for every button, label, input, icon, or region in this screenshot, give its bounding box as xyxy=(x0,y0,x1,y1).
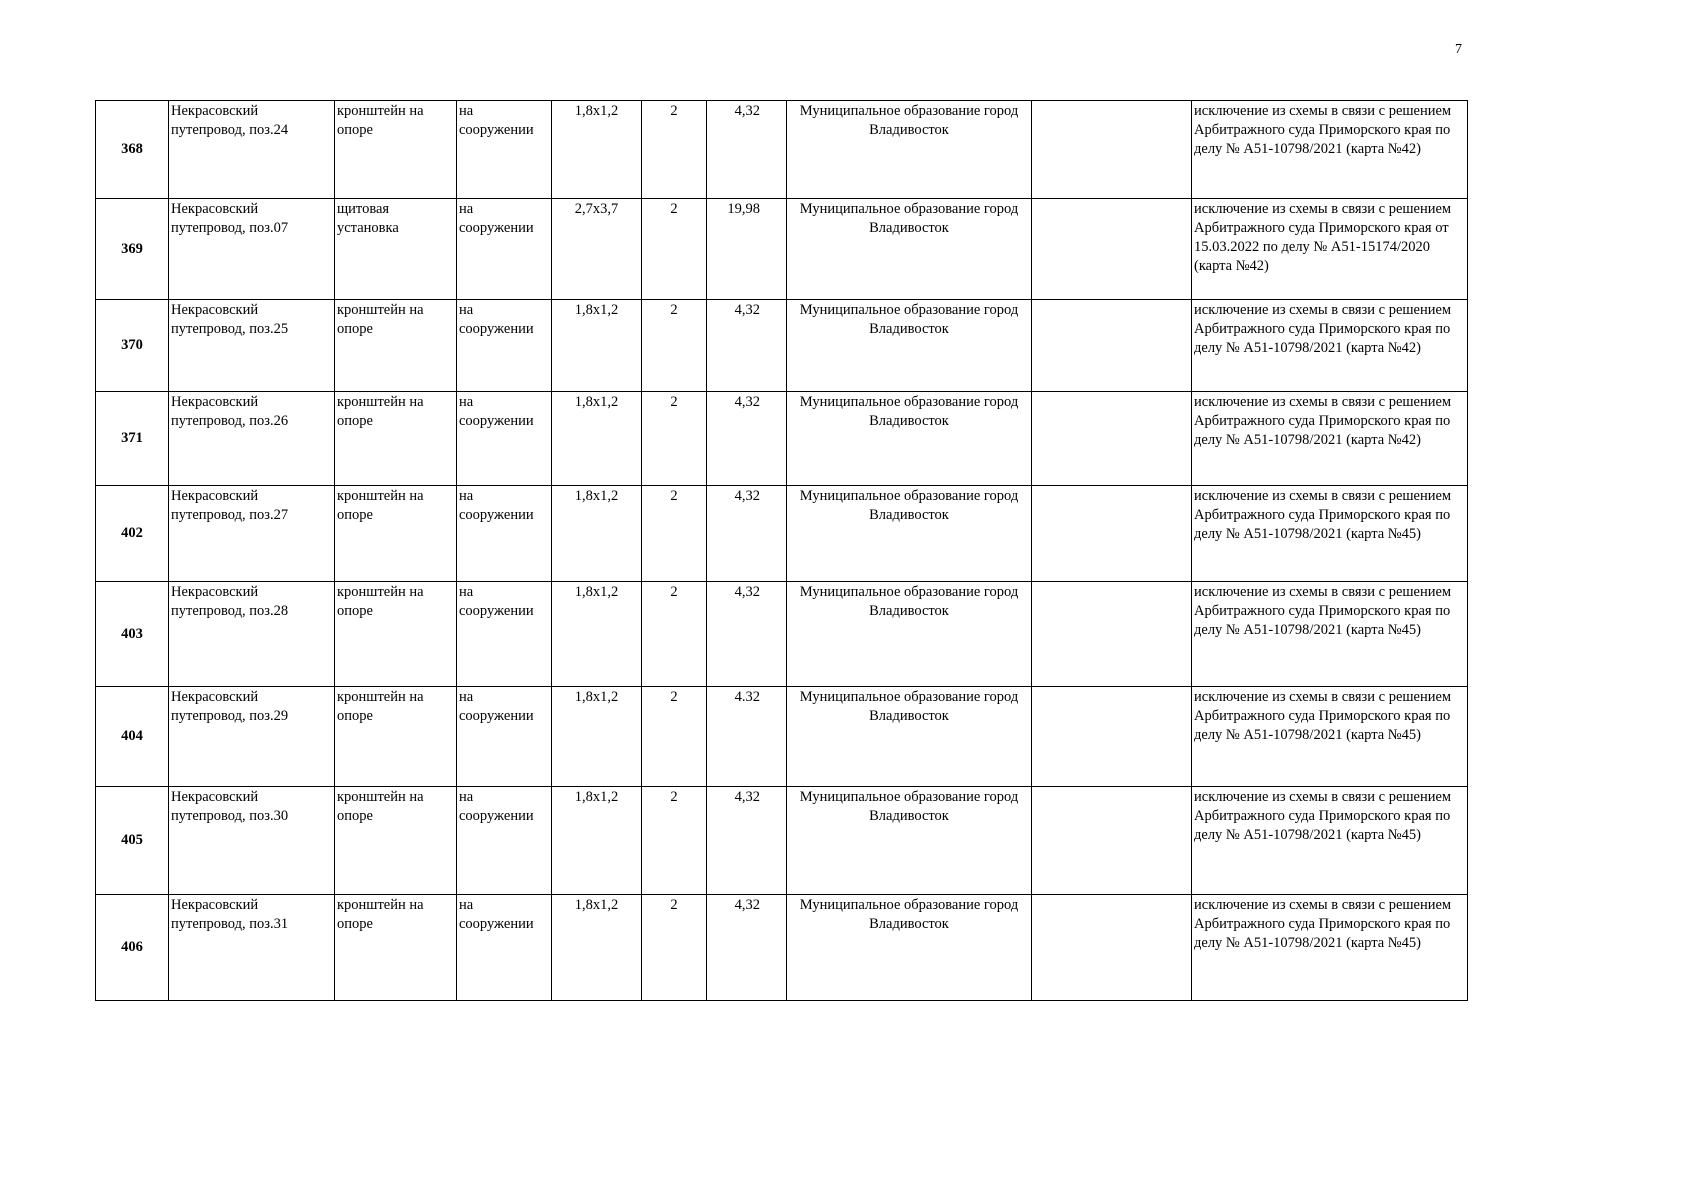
structure-type-cell: кронштейн на опоре xyxy=(335,895,457,1001)
owner-line-1: Муниципальное образование город xyxy=(799,789,1019,805)
owner-cell xyxy=(787,895,1032,1001)
structure-type-cell: щитовая установка xyxy=(335,199,457,300)
size-cell: 1,8x1,2 xyxy=(552,582,642,687)
owner-line-2: Владивосток xyxy=(869,916,949,932)
size-cell: 1,8x1,2 xyxy=(552,895,642,1001)
owner-line-2: Владивосток xyxy=(869,808,949,824)
owner-line-1: Муниципальное образование город xyxy=(799,201,1019,217)
structure-type-cell: кронштейн на опоре xyxy=(335,300,457,392)
owner-cell xyxy=(787,787,1032,895)
sides-cell: 2 xyxy=(642,787,707,895)
table-row xyxy=(96,199,1468,300)
structure-type-cell: кронштейн на опоре xyxy=(335,687,457,787)
owner-line-2: Владивосток xyxy=(869,413,949,429)
owner-cell xyxy=(787,101,1032,199)
registry-table xyxy=(95,100,1468,1001)
sides-cell: 2 xyxy=(642,199,707,300)
table-row xyxy=(96,101,1468,199)
location-cell: Некрасовский путепровод, поз.31 xyxy=(169,895,335,1001)
note-cell: исключение из схемы в связи с решением Арбитражного суда Приморского края по делу № А51-10798/2021 (карта №45) xyxy=(1192,486,1468,582)
owner-line-1: Муниципальное образование город xyxy=(799,394,1019,410)
structure-type-cell: кронштейн на опоре xyxy=(335,392,457,486)
note-cell: исключение из схемы в связи с решением Арбитражного суда Приморского края от 15.03.2022 по делу № А51-15174/2020 (карта №42) xyxy=(1192,199,1468,300)
note-cell: исключение из схемы в связи с решением Арбитражного суда Приморского края по делу № А51-10798/2021 (карта №45) xyxy=(1192,787,1468,895)
empty-cell xyxy=(1032,895,1192,1001)
placement-cell: на сооружении xyxy=(457,300,552,392)
area-cell: 19,98 xyxy=(707,199,787,300)
size-cell: 1,8x1,2 xyxy=(552,687,642,787)
location-cell: Некрасовский путепровод, поз.30 xyxy=(169,787,335,895)
area-cell: 4,32 xyxy=(707,895,787,1001)
owner-line-1: Муниципальное образование город xyxy=(799,302,1019,318)
empty-cell xyxy=(1032,199,1192,300)
size-cell: 1,8x1,2 xyxy=(552,486,642,582)
empty-cell xyxy=(1032,787,1192,895)
area-cell: 4,32 xyxy=(707,787,787,895)
owner-line-2: Владивосток xyxy=(869,122,949,138)
area-cell: 4,32 xyxy=(707,300,787,392)
empty-cell xyxy=(1032,300,1192,392)
owner-line-1: Муниципальное образование город xyxy=(799,103,1019,119)
row-number: 404 xyxy=(96,687,169,787)
placement-cell: на сооружении xyxy=(457,199,552,300)
placement-cell: на сооружении xyxy=(457,582,552,687)
row-number: 402 xyxy=(96,486,169,582)
empty-cell xyxy=(1032,486,1192,582)
note-cell: исключение из схемы в связи с решением Арбитражного суда Приморского края по делу № А51-10798/2021 (карта №45) xyxy=(1192,582,1468,687)
table-row xyxy=(96,687,1468,787)
owner-cell xyxy=(787,392,1032,486)
owner-line-1: Муниципальное образование город xyxy=(799,488,1019,504)
sides-cell: 2 xyxy=(642,300,707,392)
empty-cell xyxy=(1032,687,1192,787)
sides-cell: 2 xyxy=(642,392,707,486)
sides-cell: 2 xyxy=(642,895,707,1001)
table-row xyxy=(96,895,1468,1001)
owner-cell xyxy=(787,582,1032,687)
owner-line-2: Владивосток xyxy=(869,507,949,523)
table-row xyxy=(96,486,1468,582)
row-number: 369 xyxy=(96,199,169,300)
row-number: 405 xyxy=(96,787,169,895)
location-cell: Некрасовский путепровод, поз.26 xyxy=(169,392,335,486)
location-cell: Некрасовский путепровод, поз.25 xyxy=(169,300,335,392)
owner-line-1: Муниципальное образование город xyxy=(799,897,1019,913)
table-row xyxy=(96,582,1468,687)
owner-cell xyxy=(787,486,1032,582)
area-cell: 4,32 xyxy=(707,486,787,582)
size-cell: 1,8x1,2 xyxy=(552,101,642,199)
size-cell: 1,8x1,2 xyxy=(552,787,642,895)
page-number: 7 xyxy=(1455,42,1462,57)
empty-cell xyxy=(1032,582,1192,687)
sides-cell: 2 xyxy=(642,101,707,199)
note-cell: исключение из схемы в связи с решением Арбитражного суда Приморского края по делу № А51-10798/2021 (карта №45) xyxy=(1192,687,1468,787)
size-cell: 1,8x1,2 xyxy=(552,300,642,392)
placement-cell: на сооружении xyxy=(457,895,552,1001)
sides-cell: 2 xyxy=(642,687,707,787)
structure-type-cell: кронштейн на опоре xyxy=(335,486,457,582)
location-cell: Некрасовский путепровод, поз.27 xyxy=(169,486,335,582)
note-cell: исключение из схемы в связи с решением Арбитражного суда Приморского края по делу № А51-10798/2021 (карта №42) xyxy=(1192,392,1468,486)
note-cell: исключение из схемы в связи с решением Арбитражного суда Приморского края по делу № А51-10798/2021 (карта №42) xyxy=(1192,101,1468,199)
owner-line-2: Владивосток xyxy=(869,708,949,724)
placement-cell: на сооружении xyxy=(457,392,552,486)
row-number: 370 xyxy=(96,300,169,392)
row-number: 403 xyxy=(96,582,169,687)
placement-cell: на сооружении xyxy=(457,687,552,787)
area-cell: 4,32 xyxy=(707,582,787,687)
sides-cell: 2 xyxy=(642,582,707,687)
size-cell: 1,8x1,2 xyxy=(552,392,642,486)
table-row xyxy=(96,392,1468,486)
sides-cell: 2 xyxy=(642,486,707,582)
note-cell: исключение из схемы в связи с решением Арбитражного суда Приморского края по делу № А51-10798/2021 (карта №45) xyxy=(1192,895,1468,1001)
location-cell: Некрасовский путепровод, поз.07 xyxy=(169,199,335,300)
location-cell: Некрасовский путепровод, поз.28 xyxy=(169,582,335,687)
row-number: 371 xyxy=(96,392,169,486)
area-cell: 4,32 xyxy=(707,101,787,199)
owner-line-1: Муниципальное образование город xyxy=(799,689,1019,705)
owner-line-2: Владивосток xyxy=(869,321,949,337)
note-cell: исключение из схемы в связи с решением Арбитражного суда Приморского края по делу № А51-10798/2021 (карта №42) xyxy=(1192,300,1468,392)
structure-type-cell: кронштейн на опоре xyxy=(335,787,457,895)
location-cell: Некрасовский путепровод, поз.24 xyxy=(169,101,335,199)
empty-cell xyxy=(1032,101,1192,199)
location-cell: Некрасовский путепровод, поз.29 xyxy=(169,687,335,787)
size-cell: 2,7x3,7 xyxy=(552,199,642,300)
structure-type-cell: кронштейн на опоре xyxy=(335,582,457,687)
owner-line-1: Муниципальное образование город xyxy=(799,584,1019,600)
owner-line-2: Владивосток xyxy=(869,220,949,236)
row-number: 406 xyxy=(96,895,169,1001)
area-cell: 4,32 xyxy=(707,392,787,486)
structure-type-cell: кронштейн на опоре xyxy=(335,101,457,199)
owner-cell xyxy=(787,687,1032,787)
table-row xyxy=(96,300,1468,392)
empty-cell xyxy=(1032,392,1192,486)
owner-cell xyxy=(787,300,1032,392)
row-number: 368 xyxy=(96,101,169,199)
owner-line-2: Владивосток xyxy=(869,603,949,619)
area-cell: 4.32 xyxy=(707,687,787,787)
placement-cell: на сооружении xyxy=(457,486,552,582)
owner-cell xyxy=(787,199,1032,300)
table-row xyxy=(96,787,1468,895)
placement-cell: на сооружении xyxy=(457,101,552,199)
placement-cell: на сооружении xyxy=(457,787,552,895)
